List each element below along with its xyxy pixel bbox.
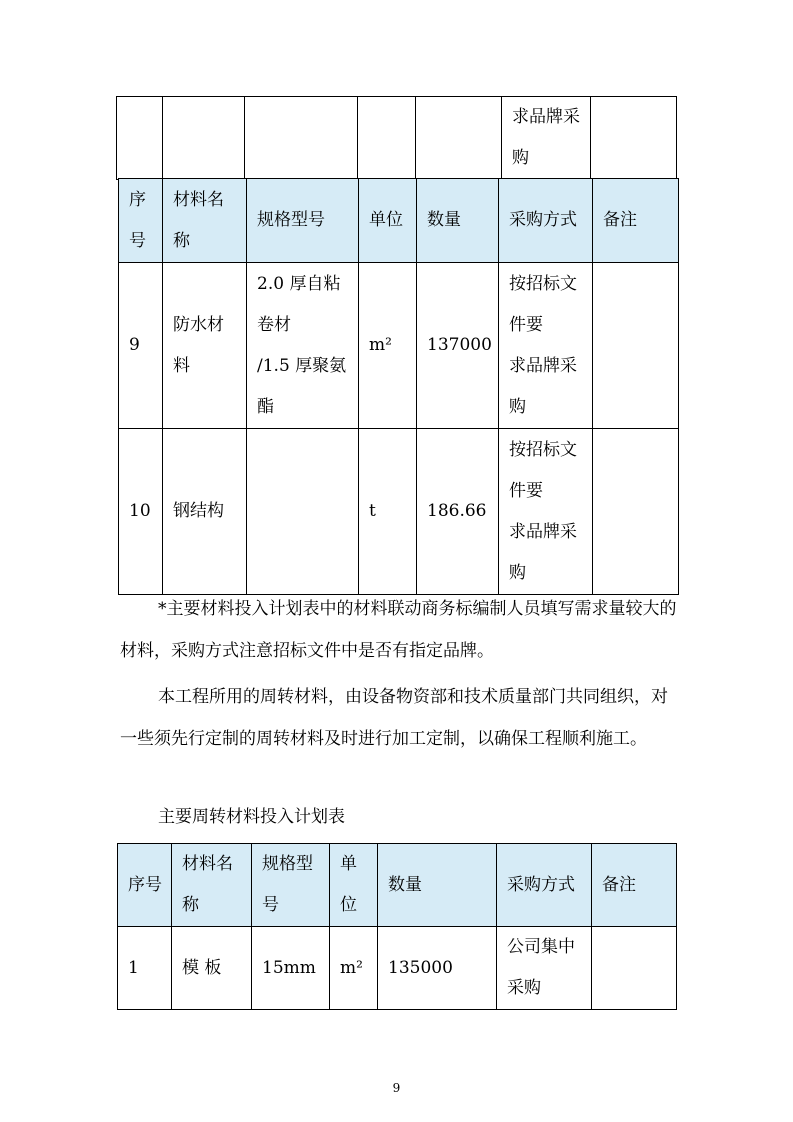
table-row	[119, 263, 679, 429]
cell-remark	[593, 263, 679, 429]
cell-seq: 1	[118, 927, 172, 1010]
header-seq: 序号	[118, 844, 172, 927]
table-cell	[358, 97, 416, 180]
header-method: 采购方式	[499, 179, 593, 263]
header-line: 单	[340, 854, 357, 874]
cell-line: 防水材	[173, 314, 224, 335]
header-remark: 备注	[593, 179, 679, 263]
table-row	[118, 927, 677, 1010]
cell-spec	[247, 263, 359, 429]
main-material-table	[118, 178, 679, 595]
table-cell	[416, 97, 502, 180]
header-line: 材料名	[182, 854, 233, 874]
cell-line: 件要	[509, 480, 543, 501]
cell-line: 料	[173, 355, 190, 376]
cell-qty: 135000	[378, 927, 497, 1010]
cell-unit: t	[359, 429, 417, 595]
cell-method	[499, 263, 593, 429]
cell-line: 按招标文	[509, 439, 577, 460]
cell-seq: 10	[119, 429, 163, 595]
table-row	[119, 429, 679, 595]
cell-unit: m²	[330, 927, 378, 1010]
cell-line: 购	[512, 148, 529, 168]
cell-material	[163, 263, 247, 429]
cell-qty: 186.66	[417, 429, 499, 595]
cell-line: 按招标文	[509, 273, 577, 294]
header-unit	[330, 844, 378, 927]
cell-material: 钢结构	[163, 429, 247, 595]
cell-material: 模 板	[172, 927, 252, 1010]
cell-line: 求品牌采	[509, 355, 577, 376]
header-line: 号	[129, 230, 146, 251]
cell-remark	[592, 927, 677, 1010]
table-cell	[163, 97, 245, 180]
cell-line: 卷材	[257, 314, 291, 335]
cell-unit: m²	[359, 263, 417, 429]
cell-line: 求品牌采	[512, 107, 580, 127]
header-qty: 数量	[378, 844, 497, 927]
cell-qty: 137000	[417, 263, 499, 429]
turnover-table-title: 主要周转材料投入计划表	[158, 807, 345, 827]
header-line: 序	[129, 189, 146, 210]
header-qty: 数量	[417, 179, 499, 263]
cell-line: /1.5 厚聚氨	[257, 355, 347, 376]
header-line: 材料名	[173, 189, 224, 210]
header-line: 称	[182, 895, 199, 915]
header-line: 号	[262, 895, 279, 915]
page-number: 9	[392, 1081, 401, 1095]
header-seq	[119, 179, 163, 263]
method-cell	[502, 97, 591, 180]
header-spec	[252, 844, 330, 927]
header-row	[118, 844, 677, 927]
cell-seq: 9	[119, 263, 163, 429]
cell-spec: 15mm	[252, 927, 330, 1010]
cell-line: 2.0 厚自粘	[257, 273, 341, 294]
continued-table	[116, 96, 677, 180]
table-cell	[591, 97, 677, 180]
header-row	[119, 179, 679, 263]
header-method: 采购方式	[497, 844, 592, 927]
cell-line: 购	[509, 396, 526, 417]
header-spec: 规格型号	[247, 179, 359, 263]
table-row	[117, 97, 677, 180]
header-material	[172, 844, 252, 927]
cell-spec	[247, 429, 359, 595]
cell-method	[497, 927, 592, 1010]
table-cell	[117, 97, 163, 180]
cell-line: 购	[509, 562, 526, 583]
cell-remark	[593, 429, 679, 595]
cell-line: 酯	[257, 396, 274, 417]
table-note: *主要材料投入计划表中的材料联动商务标编制人员填写需求量较大的材料，采购方式注意招标文件中是否有指定品牌。	[120, 599, 677, 661]
cell-method	[499, 429, 593, 595]
header-material	[163, 179, 247, 263]
cell-line: 求品牌采	[509, 521, 577, 542]
table-cell	[245, 97, 358, 180]
header-line: 称	[173, 230, 190, 251]
cell-line: 件要	[509, 314, 543, 335]
cell-line: 采购	[507, 978, 541, 998]
cell-line: 公司集中	[507, 937, 575, 957]
turnover-material-table	[117, 843, 677, 1010]
header-line: 位	[340, 895, 357, 915]
header-unit: 单位	[359, 179, 417, 263]
header-line: 规格型	[262, 854, 313, 874]
body-paragraph: 本工程所用的周转材料，由设备物资部和技术质量部门共同组织，对一些须先行定制的周转材料及时进行加工定制，以确保工程顺利施工。	[120, 687, 668, 749]
header-remark: 备注	[592, 844, 677, 927]
